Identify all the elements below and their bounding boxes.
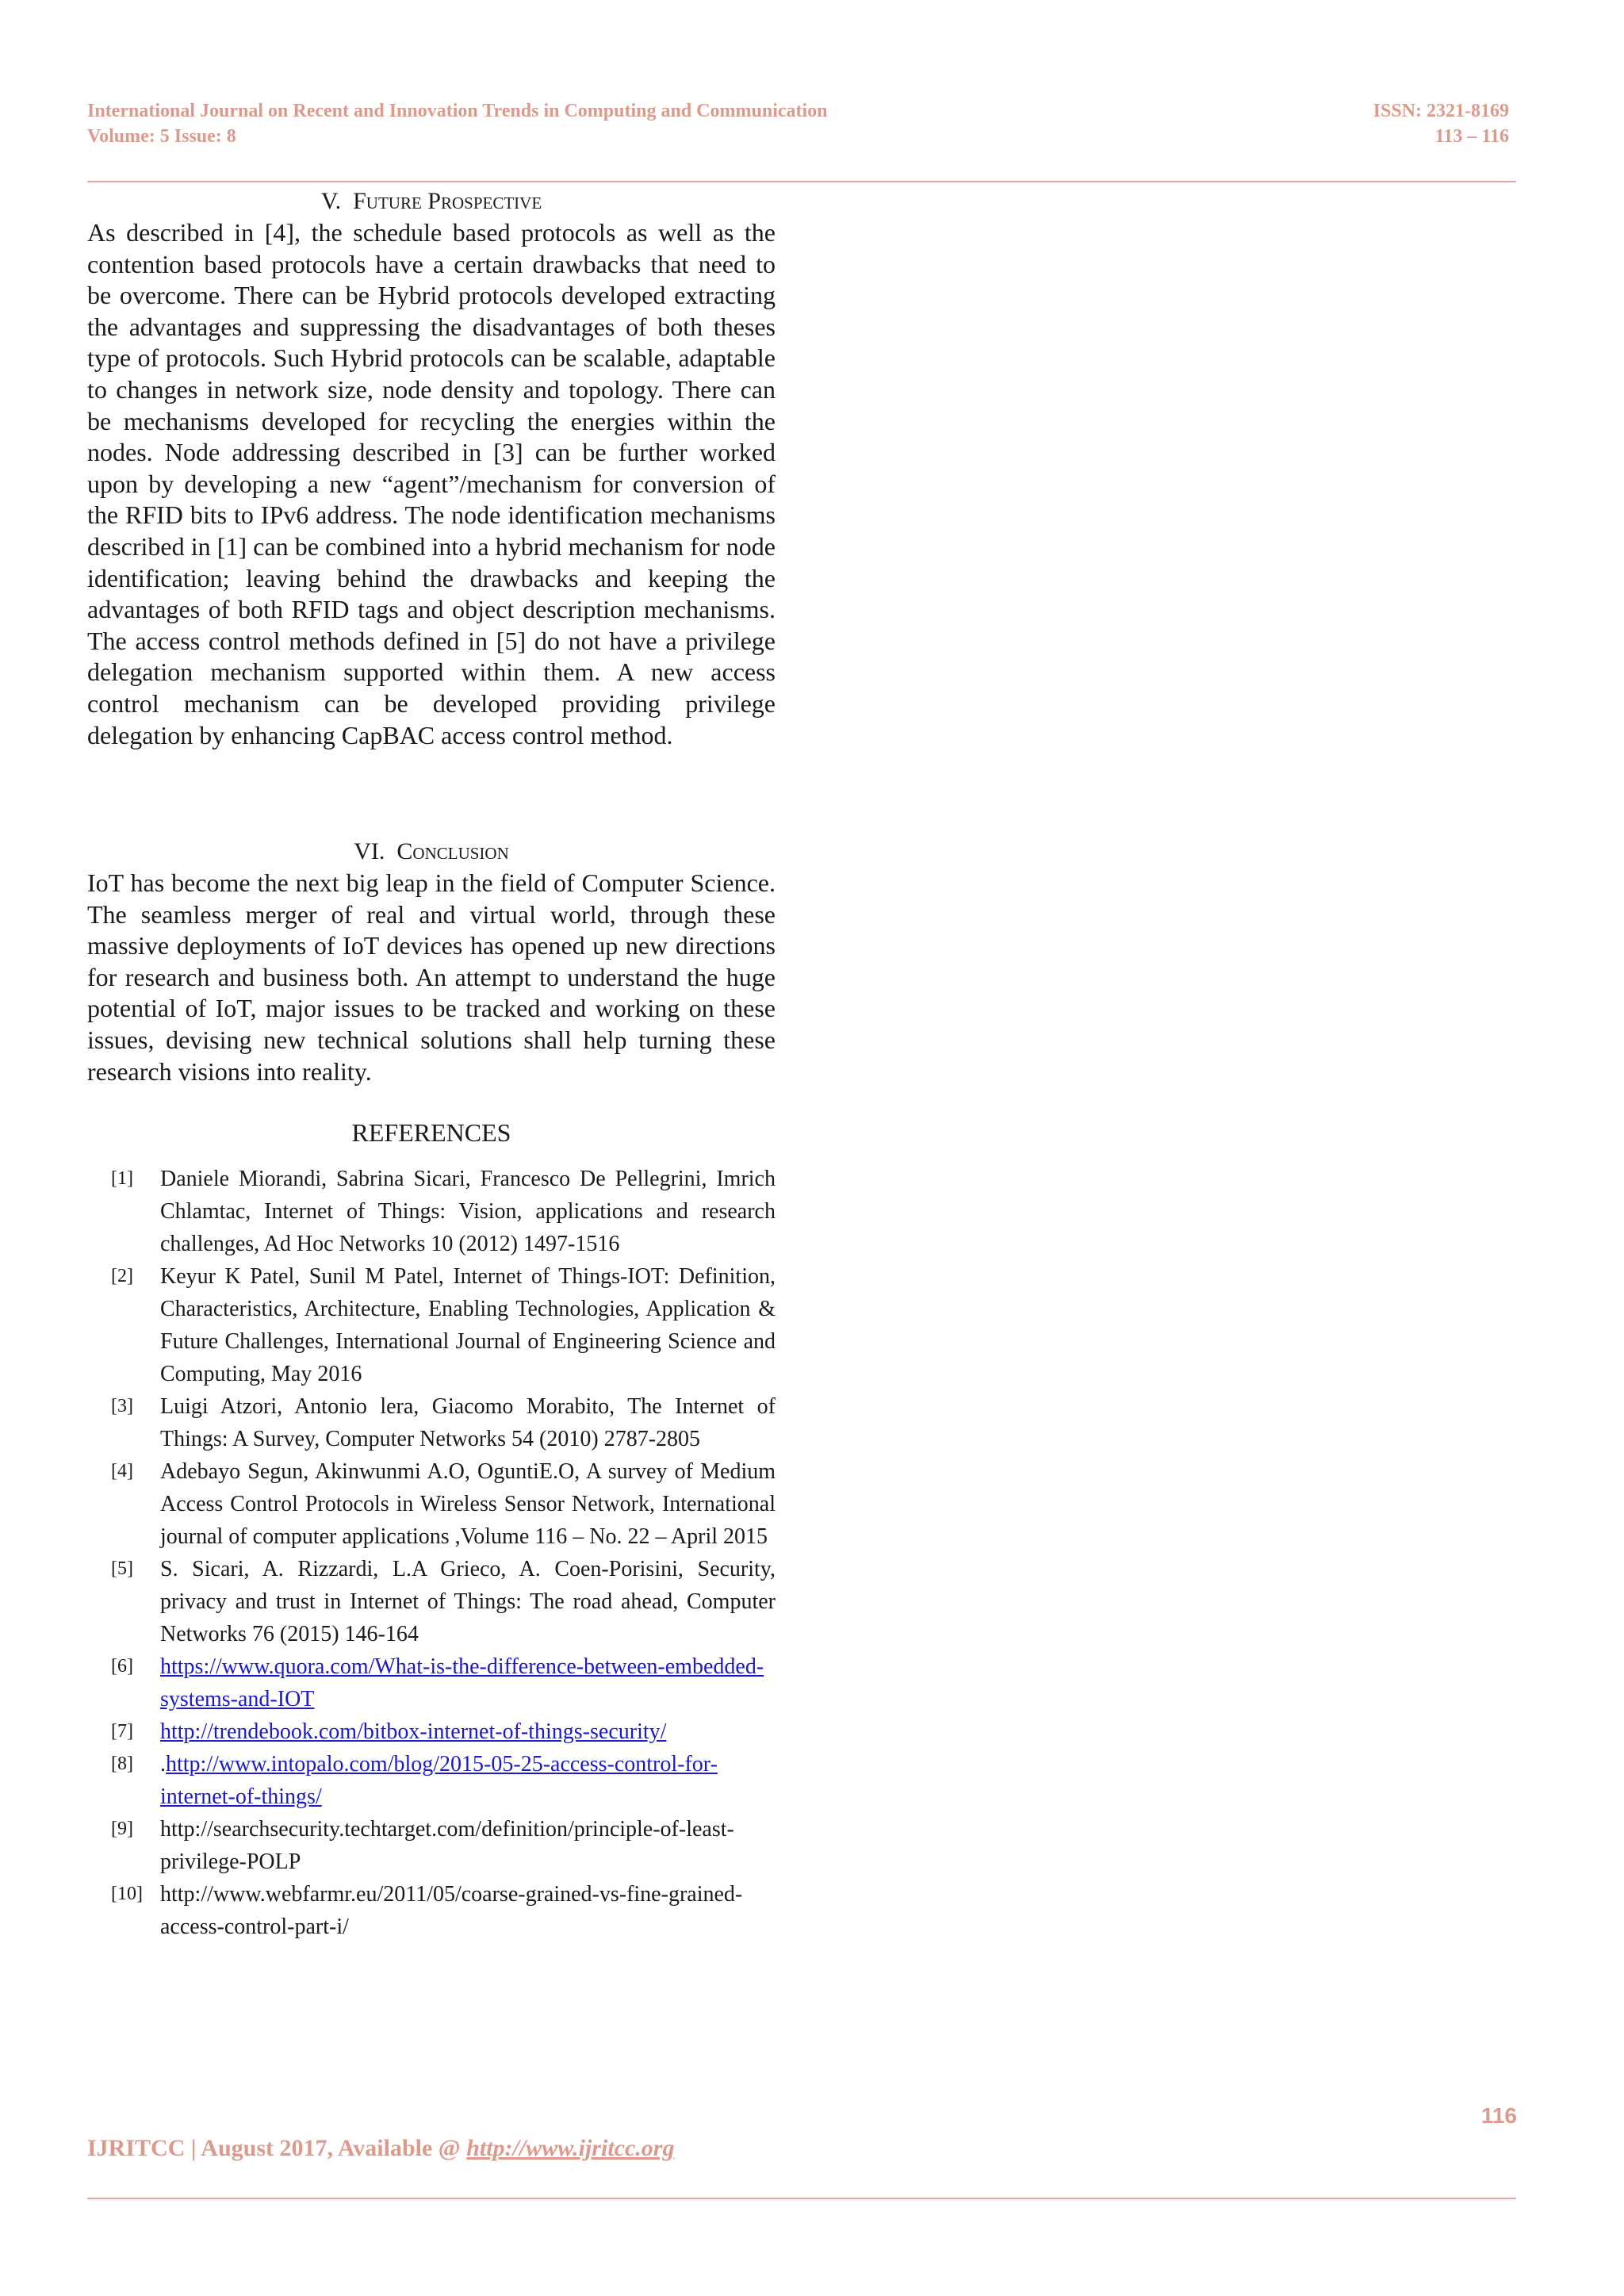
reference-number: [6]	[111, 1656, 133, 1677]
reference-item	[111, 1715, 776, 1748]
reference-link[interactable]: http://trendebook.com/bitbox-internet-of-things-security/	[160, 1719, 667, 1744]
reference-link[interactable]: http://www.intopalo.com/blog/2015-05-25-access-control-for-internet-of-things/	[160, 1752, 718, 1809]
reference-text: Luigi Atzori, Antonio lera, Giacomo Morabito, The Internet of Things: A Survey, Computer Networks 54 (2010) 2787-2805	[160, 1394, 776, 1451]
reference-item	[111, 1553, 776, 1650]
section-body-conclusion: IoT has become the next big leap in the field of Computer Science. The seamless merger of real and virtual world, through these massive deployments of IoT devices has opened up new directions for research and business both. An attempt to understand the huge potential of IoT, major issues to be tracked and working on these issues, devising new technical solutions shall help turning these research visions into reality.	[87, 868, 776, 1086]
reference-number: [9]	[111, 1819, 133, 1839]
reference-text: S. Sicari, A. Rizzardi, L.A Grieco, A. Coen-Porisini, Security, privacy and trust in Internet of Things: The road ahead, Computer Networks 76 (2015) 146-164	[160, 1557, 776, 1646]
section-number: VI.	[354, 838, 385, 864]
running-header-right	[1373, 98, 1509, 149]
reference-number: [5]	[111, 1558, 133, 1579]
volume-issue: Volume: 5 Issue: 8	[87, 126, 236, 147]
reference-text: http://www.webfarmr.eu/2011/05/coarse-grained-vs-fine-grained-access-control-part-i/	[160, 1882, 743, 1939]
reference-item	[111, 1455, 776, 1553]
reference-number: [10]	[111, 1884, 143, 1904]
reference-number: [7]	[111, 1721, 133, 1742]
reference-list	[111, 1163, 776, 1943]
references-heading: REFERENCES	[351, 1118, 511, 1147]
footer-divider	[87, 2198, 1516, 2199]
section-body-future-prospective: As described in [4], the schedule based protocols as well as the contention based protocols have a certain drawbacks that need to be overcome. There can be Hybrid protocols developed extracting the advantages and suppressing the disadvantages of both theses type of protocols. Such Hybrid protocols can be scalable, adaptable to changes in network size, node density and topology. There can be mechanisms developed for recycling the energies within the nodes. Node addressing described in [3] can be further worked upon by developing a new “agent”/mechanism for conversion of the RFID bits to IPv6 address. The node identification mechanisms described in [1] can be combined into a hybrid mechanism for node identification; leaving behind the drawbacks and keeping the advantages of both RFID tags and object description mechanisms. The access control methods defined in [5] do not have a privilege delegation mechanism supported within them. A new access control mechanism can be developed providing privilege delegation by enhancing CapBAC access control method.	[87, 218, 776, 749]
reference-text: Keyur K Patel, Sunil M Patel, Internet of Things-IOT: Definition, Characteristics, Architecture, Enabling Technologies, Application & Future Challenges, International Journal of Engineering Science and Computing, May 2016	[160, 1264, 776, 1386]
section-title: Conclusion	[396, 838, 509, 864]
section-heading-conclusion	[87, 836, 776, 868]
reference-number: [2]	[111, 1266, 133, 1286]
page-number: 116	[1480, 2103, 1517, 2128]
reference-number: [1]	[111, 1168, 133, 1189]
footer-link[interactable]: http://www.ijritcc.org	[466, 2135, 675, 2161]
header-divider	[87, 181, 1516, 182]
reference-number: [4]	[111, 1461, 133, 1481]
reference-item	[111, 1163, 776, 1260]
issn: ISSN: 2321-8169	[1373, 101, 1509, 121]
page-range: 113 – 116	[1434, 126, 1509, 147]
section-number: V.	[320, 188, 342, 214]
reference-number: [3]	[111, 1396, 133, 1416]
reference-item	[111, 1260, 776, 1390]
footer	[87, 2135, 674, 2162]
reference-item	[111, 1878, 776, 1943]
section-heading-future-prospective	[87, 186, 776, 217]
reference-item	[111, 1748, 776, 1813]
reference-text: Adebayo Segun, Akinwunmi A.O, OguntiE.O, A survey of Medium Access Control Protocols in Wireless Sensor Network, International journal of computer applications ,Volume 116 – No. 22 – April 2015	[160, 1459, 776, 1549]
running-header-left	[87, 98, 828, 149]
reference-number: [8]	[111, 1754, 133, 1774]
section-title: Future Prospective	[353, 188, 542, 214]
reference-link[interactable]: https://www.quora.com/What-is-the-difference-between-embedded-systems-and-IOT	[160, 1654, 764, 1711]
reference-text: Daniele Miorandi, Sabrina Sicari, Francesco De Pellegrini, Imrich Chlamtac, Internet of Things: Vision, applications and research challenges, Ad Hoc Networks 10 (2012) 1497-1516	[160, 1167, 776, 1256]
reference-item	[111, 1650, 776, 1715]
journal-title: International Journal on Recent and Innovation Trends in Computing and Communication	[87, 101, 828, 121]
reference-prefix: .	[160, 1752, 166, 1777]
footer-text: IJRITCC | August 2017, Available @	[87, 2135, 467, 2161]
reference-text: http://searchsecurity.techtarget.com/definition/principle-of-least-privilege-POLP	[160, 1817, 734, 1874]
reference-item	[111, 1390, 776, 1455]
reference-item	[111, 1813, 776, 1878]
